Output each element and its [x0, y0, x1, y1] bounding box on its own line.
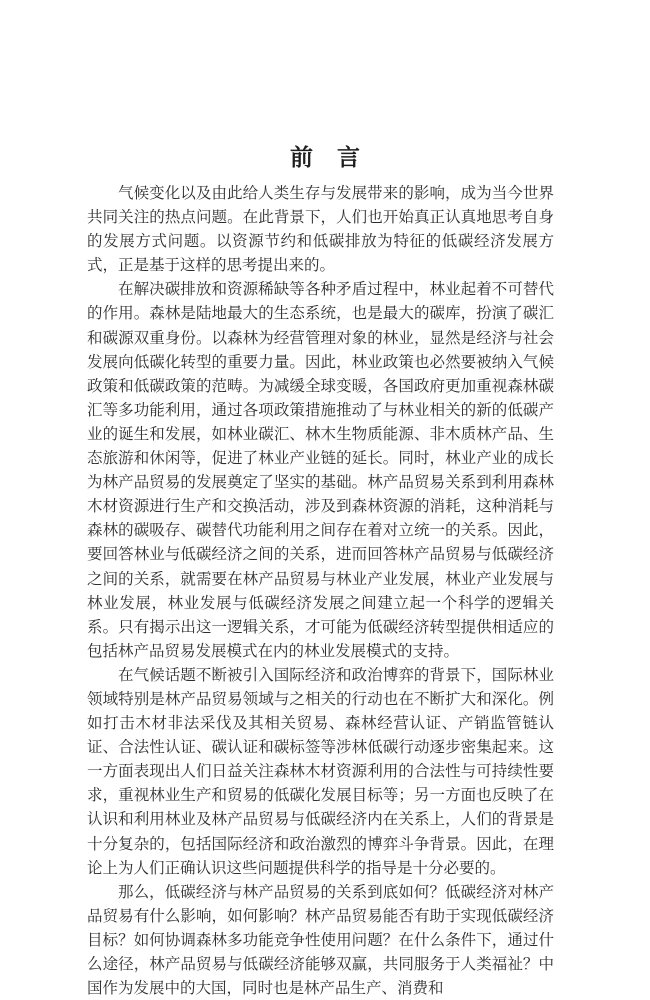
page-title: 前言 — [290, 144, 384, 171]
paragraph-2: 在解决碳排放和资源稀缺等各种矛盾过程中，林业起着不可替代的作用。森林是陆地最大的生态系统，也是最大的碳库，扮演了碳汇和碳源双重身份。以森林为经营管理对象的林业，显然是经济与社会发展向低碳化转型的重要力量。因此，林业政策也必然要被纳入气候政策和低碳政策的范畴。为减缓全球变暖，各国政府更加重视森林碳汇等多功能利用，通过各项政策措施推动了与林业相关的新的低碳产业的诞生和发展，如林业碳汇、林木生物质能源、非木质林产品、生态旅游和休闲等，促进了林业产业链的延长。同时，林业产业的成长为林产品贸易的发展奠定了坚实的基础。林产品贸易关系到利用森林木材资源进行生产和交换活动，涉及到森林资源的消耗，这种消耗与森林的碳吸存、碳替代功能利用之间存在着对立统一的关系。因此，要回答林业与低碳经济之间的关系，进而回答林产品贸易与低碳经济之间的关系，就需要在林产品贸易与林业产业发展，林业产业发展与林业发展，林业发展与低碳经济发展之间建立起一个科学的逻辑关系。只有揭示出这一逻辑关系，才可能为低碳经济转型提供相适应的包括林产品贸易发展模式在内的林业发展模式的支持。 — [87, 280, 554, 660]
paragraph-4: 那么，低碳经济与林产品贸易的关系到底如何？低碳经济对林产品贸易有什么影响，如何影响？林产品贸易能否有助于实现低碳经济目标？如何协调森林多功能竞争性使用问题？在什么条件下，通过什么途径，林产品贸易与低碳经济能够双赢，共同服务于人类福祉？中国作为发展中的大国，同时也是林产品生产、消费和 — [87, 882, 554, 998]
paragraph-1: 气候变化以及由此给人类生存与发展带来的影响，成为当今世界共同关注的热点问题。在此背景下，人们也开始真正认真地思考自身的发展方式问题。以资源节约和低碳排放为特征的低碳经济发展方式，正是基于这样的思考提出来的。 — [87, 184, 554, 275]
preface-body — [87, 181, 554, 1000]
paragraph-3: 在气候话题不断被引入国际经济和政治博弈的背景下，国际林业领域特别是林产品贸易领域与之相关的行动也在不断扩大和深化。例如打击木材非法采伐及其相关贸易、森林经营认证、产销监管链认证、合法性认证、碳认证和碳标签等涉林低碳行动逐步密集起来。这一方面表现出人们日益关注森林木材资源利用的合法性与可持续性要求，重视林业生产和贸易的低碳化发展目标等；另一方面也反映了在认识和利用林业及林产品贸易与低碳经济内在关系上，人们的背景是十分复杂的，包括国际经济和政治激烈的博弈斗争背景。因此，在理论上为人们正确认识这些问题提供科学的指导是十分必要的。 — [87, 665, 554, 877]
